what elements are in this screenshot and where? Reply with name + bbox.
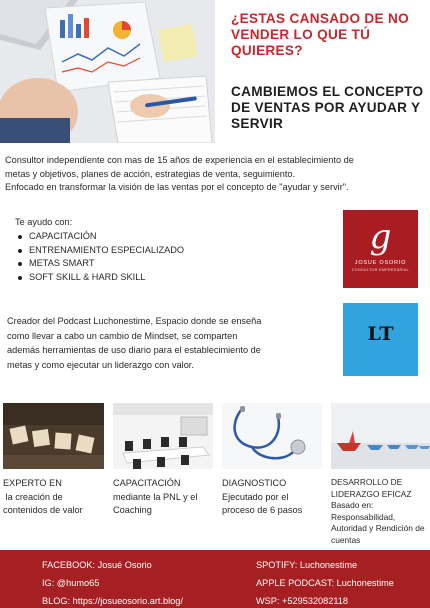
card-blog-photo <box>3 403 104 469</box>
card-line: Autoridad y Rendición de <box>331 523 425 534</box>
apple-podcast-link[interactable]: APPLE PODCAST: Luchonestime <box>256 578 394 588</box>
card-line: DIAGNOSTICO <box>222 478 287 488</box>
podcast-line: Creador del Podcast Luchonestime, Espacio donde se enseña <box>7 316 262 326</box>
podcast-paragraph <box>7 314 327 372</box>
hero-photo <box>0 0 215 143</box>
service-item: ENTRENAMIENTO ESPECIALIZADO <box>17 244 184 258</box>
intro-paragraph <box>5 154 425 195</box>
card-line: la creación de <box>3 491 63 502</box>
logo-initial: g <box>369 217 392 257</box>
podcast-line: metas y como ejecutar un liderazgo con valor. <box>7 359 194 370</box>
card-leadership-photo <box>331 403 430 469</box>
stethoscope-graphic <box>222 403 322 469</box>
logo-name: JOSUE OSORIO <box>354 260 407 266</box>
blog-tiles-graphic <box>3 403 104 469</box>
card-blog-text <box>3 477 108 518</box>
card-line: proceso de 6 pasos <box>222 505 303 515</box>
logo-tagline: CONSULTOR EMPRESARIAL <box>351 268 410 272</box>
card-line: Ejecutado por el <box>222 491 289 502</box>
podcast-line: además herramientas de uso diario para el establecimiento de <box>7 345 261 355</box>
paper-boats-graphic <box>331 403 430 469</box>
instagram-link[interactable]: IG: @humo65 <box>42 578 100 588</box>
card-line: Basado en: <box>331 500 374 511</box>
services-label: Te ayudo con: <box>15 217 73 227</box>
blog-link[interactable]: BLOG: https://josueosorio.art.blog/ <box>42 596 183 606</box>
card-line: cuentas <box>331 534 361 545</box>
service-item: CAPACITACIÓN <box>17 230 184 244</box>
card-line: contenidos de valor <box>3 505 83 515</box>
card-line: mediante la PNL y el <box>113 491 198 502</box>
intro-line: Enfocado en transformar la visión de las ventas por el concepto de "ayudar y servir". <box>5 182 349 192</box>
contact-footer <box>0 550 430 608</box>
josue-osorio-logo <box>343 210 418 288</box>
card-line: Responsabilidad, <box>331 511 396 522</box>
headline-statement: CAMBIEMOS EL CONCEPTO DE VENTAS POR AYUDAR Y SERVIR <box>231 84 424 131</box>
training-room-graphic <box>113 403 213 469</box>
card-line: DESARROLLO DE <box>331 477 403 487</box>
luchonestime-logo <box>343 303 418 376</box>
card-line: CAPACITACIÓN <box>113 478 181 488</box>
card-diagnostic-photo <box>222 403 322 469</box>
card-training-photo <box>113 403 213 469</box>
podcast-line: como llevar a cabo un cambio de Mindset, se comparten <box>7 330 238 341</box>
service-item: METAS SMART <box>17 257 184 271</box>
intro-line: Consultor independiente con mas de 15 años de experiencia en el establecimiento de <box>5 155 354 165</box>
intro-line: metas y objetivos, planes de acción, estrategias de venta, seguimiento. <box>5 168 296 179</box>
facebook-link[interactable]: FACEBOOK: Josué Osorio <box>42 560 152 570</box>
card-line: Coaching <box>113 505 152 515</box>
card-line: LIDERAZGO EFICAZ <box>331 488 412 499</box>
service-item: SOFT SKILL & HARD SKILL <box>17 271 184 285</box>
logo-initials: LT <box>367 323 394 345</box>
whatsapp-link[interactable]: WSP: +529532082118 <box>256 596 349 606</box>
card-diagnostic-text <box>222 477 327 518</box>
headline-question: ¿ESTAS CANSADO DE NO VENDER LO QUE TÚ QUIERES? <box>231 11 409 58</box>
spotify-link[interactable]: SPOTIFY: Luchonestime <box>256 560 358 570</box>
hero-photo-graphic <box>0 0 215 143</box>
card-leadership-text <box>331 477 430 547</box>
services-list <box>17 230 184 284</box>
card-training-text <box>113 477 218 518</box>
card-line: EXPERTO EN <box>3 478 62 488</box>
